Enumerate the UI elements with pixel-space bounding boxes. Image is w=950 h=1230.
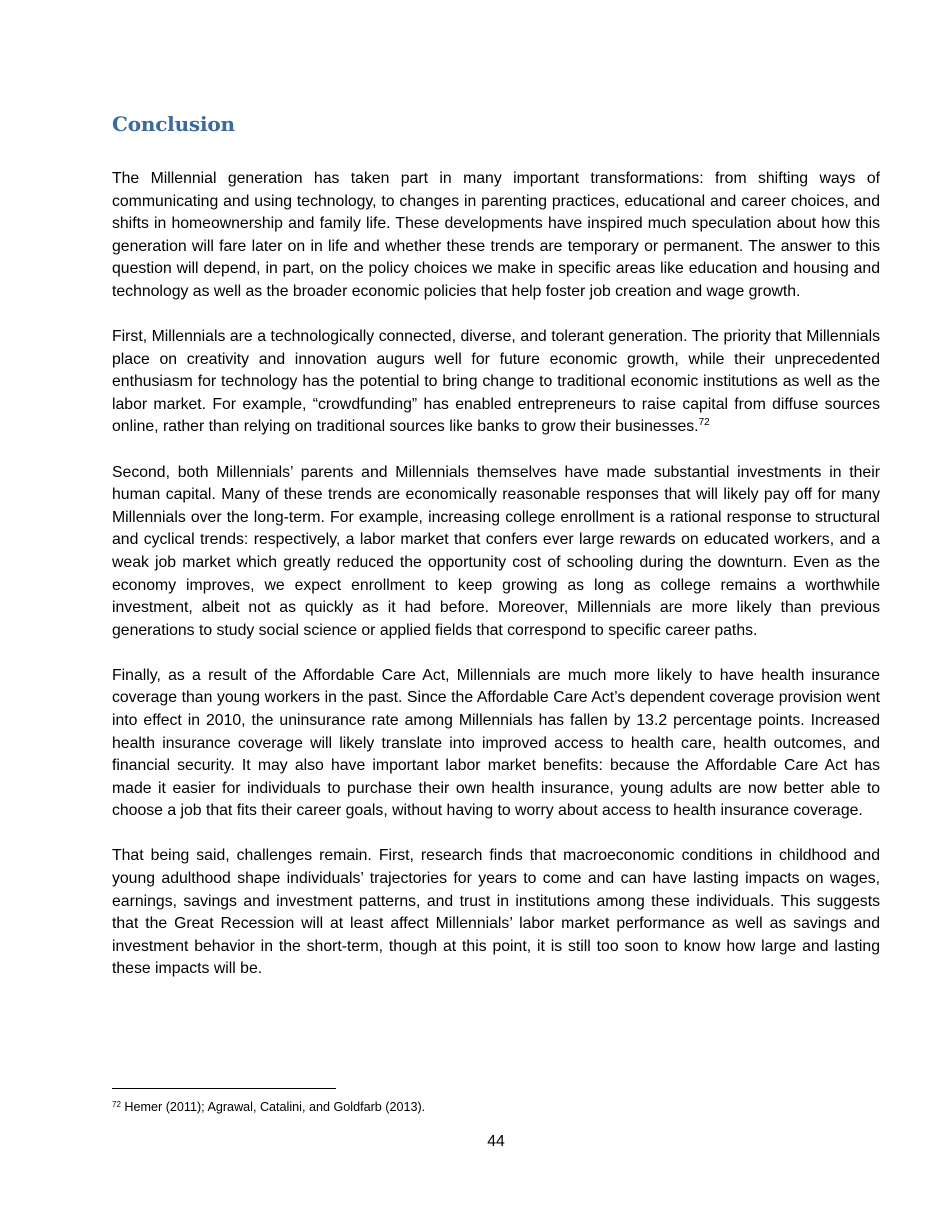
footnote-divider (112, 1088, 336, 1089)
footnote-reference[interactable]: 72 (698, 417, 710, 429)
paragraph-4 (112, 665, 880, 823)
paragraph-text: Finally, as a result of the Affordable Care Act, Millennials are much more likely to have health insurance coverage than young workers in the past. Since the Affordable Care Act’s dependent coverage provision went into effect in 2010, the uninsurance rate among Millennials has fallen by 13.2 percentage points. Increased health insurance coverage will likely translate into improved access to health care, health outcomes, and financial security. It may also have important labor market benefits: because the Affordable Care Act has made it easier for individuals to purchase their own health insurance, young adults are now better able to choose a job that fits their career goals, without having to worry about access to health insurance coverage. (112, 666, 880, 820)
paragraph-2 (112, 326, 880, 439)
paragraph-text: Second, both Millennials’ parents and Millennials themselves have made substantial investments in their human capital. Many of these trends are economically reasonable responses that will likely pay off for many Millennials over the long-term. For example, increasing college enrollment is a rational response to structural and cyclical trends: respectively, a labor market that confers ever large rewards on educated workers, and a weak job market which greatly reduced the opportunity cost of schooling during the downturn. Even as the economy improves, we expect enrollment to keep growing as long as college remains a worthwhile investment, albeit not as quickly as it had before. Moreover, Millennials are more likely than previous generations to study social science or applied fields that correspond to specific career paths. (112, 463, 880, 639)
paragraph-text: That being said, challenges remain. First, research finds that macroeconomic conditions in childhood and young adulthood shape individuals’ trajectories for years to come and can have lasting impacts on wages, earnings, savings and investment patterns, and trust in institutions among these individuals. This suggests that the Great Recession will at least affect Millennials’ labor market performance as well as savings and investment behavior in the short-term, though at this point, it is still too soon to know how large and lasting these impacts will be. (112, 847, 880, 978)
footnote-number: 72 (112, 1100, 121, 1109)
page-number: 44 (487, 1133, 505, 1150)
paragraph-text: First, Millennials are a technologically connected, diverse, and tolerant generation. The priority that Millennials place on creativity and innovation augurs well for future economic growth, while their unprecedented enthusiasm for technology has the potential to bring change to traditional economic institutions as well as the labor market. For example, “crowdfunding” has enabled entrepreneurs to raise capital from diffuse sources online, rather than relying on traditional sources like banks to grow their businesses. (112, 328, 880, 436)
body-text (112, 168, 880, 1004)
paragraph-text: The Millennial generation has taken part in many important transformations: from shifting ways of communicating and using technology, to changes in parenting practices, educational and career choices, and shifts in homeownership and family life. These developments have inspired much speculation about how this generation will fare later on in life and whether these trends are temporary or permanent. The answer to this question will depend, in part, on the policy choices we make in specific areas like education and housing and technology as well as the broader economic policies that help foster job creation and wage growth. (112, 170, 880, 300)
paragraph-3 (112, 462, 880, 643)
paragraph-5 (112, 845, 880, 981)
footnote-text: Hemer (2011); Agrawal, Catalini, and Goldfarb (2013). (120, 1100, 426, 1114)
paragraph-1 (112, 168, 880, 304)
footnote (112, 1099, 425, 1115)
section-heading: Conclusion (112, 112, 235, 136)
